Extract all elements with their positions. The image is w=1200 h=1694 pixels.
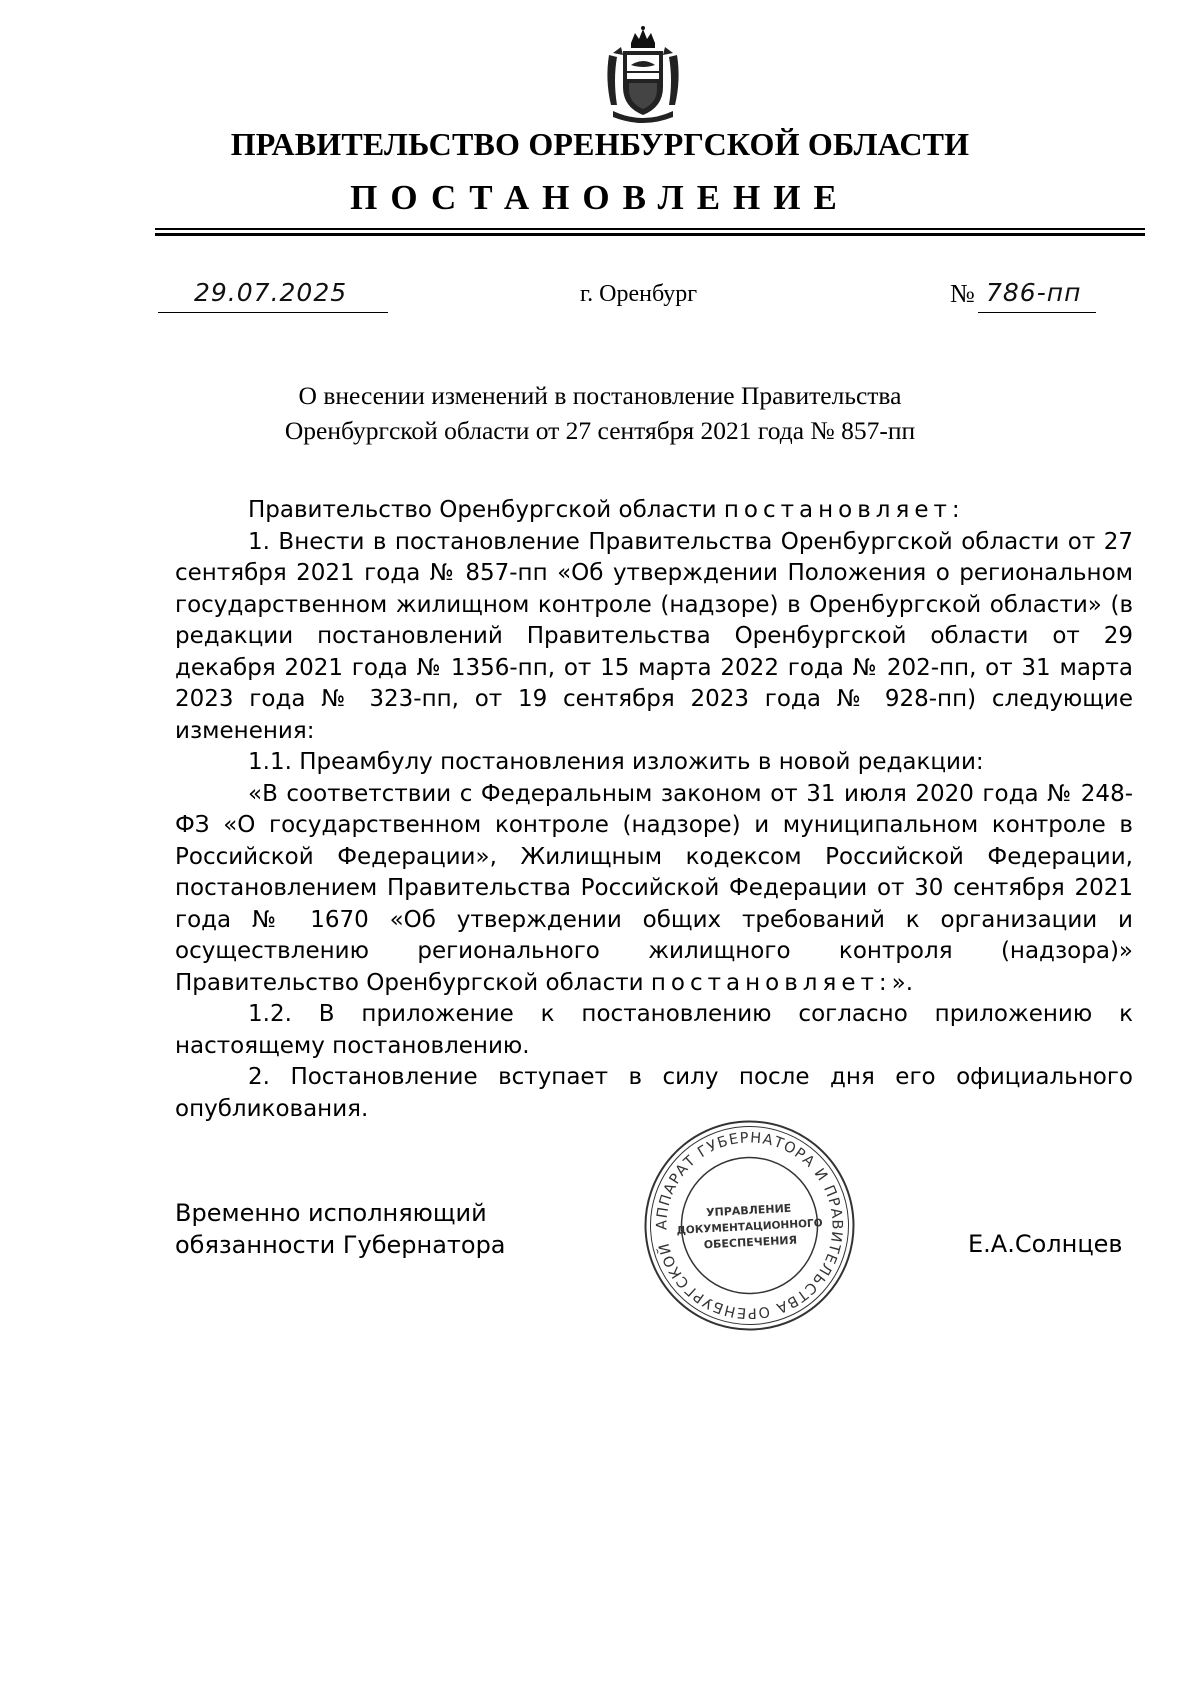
stamp-center-line-2: ДОКУМЕНТАЦИОННОГО — [676, 1217, 823, 1237]
preamble-verb: постановляет: — [723, 497, 965, 523]
stamp-center-line-1: УПРАВЛЕНИЕ — [705, 1201, 792, 1220]
organization-title: ПРАВИТЕЛЬСТВО ОРЕНБУРГСКОЙ ОБЛАСТИ — [230, 126, 970, 162]
title-line-2: Оренбургской области от 27 сентября 2021 года № 857-пп — [284, 416, 916, 445]
document-type: ПОСТАНОВЛЕНИЕ — [350, 178, 850, 217]
quoted-preamble — [175, 779, 1133, 1000]
date-field — [158, 278, 388, 313]
paragraph-1-2: 1.2. В приложение к постановлению согласно приложению к настоящему постановлению. — [175, 1001, 1133, 1059]
city: г. Оренбург — [580, 281, 698, 307]
official-stamp — [636, 1112, 857, 1333]
date-value: 29.07.2025 — [194, 278, 348, 307]
stamp-center-line-3: ОБЕСПЕЧЕНИЯ — [703, 1233, 798, 1252]
document-body — [175, 495, 1133, 1125]
preamble-text: Правительство Оренбургской области — [248, 497, 717, 523]
paragraph-2: 2. Постановление вступает в силу после дня его официального опубликования. — [175, 1064, 1133, 1122]
header-rule-thin — [155, 228, 1145, 230]
number-label: № — [950, 279, 975, 308]
title-line-1: О внесении изменений в постановление Правительства — [298, 381, 902, 410]
quote-text: «В соответствии с Федеральным законом от 31 июля 2020 года № 248-ФЗ «О государственном контроле (надзоре) и муниципальном контроле в Российской Федерации», Жилищным кодексом Российской Федерации, постановлением Правительства Российской Федерации от 30 сентября 2021 года № 1670 «Об утверждении общих требований к организации и осуществлению регионального жилищного контроля (надзора)» Правительство Оренбургской области — [175, 780, 1133, 996]
signatory-line-2: обязанности Губернатора — [175, 1230, 506, 1259]
signatory-name: Е.А.Солнцев — [968, 1230, 1123, 1258]
document-title — [0, 378, 1200, 448]
quote-end: ». — [891, 969, 914, 996]
preamble — [175, 495, 1133, 527]
paragraph-1: 1. Внести в постановление Правительства Оренбургской области от 27 сентября 2021 года № 857-пп «Об утверждении Положения о региональном государственном жилищном контроле (надзоре) в Оренбургской области» (в редакции постановлений Правительства Оренбургской области от 29 декабря 2021 года № 1356-пп, от 15 марта 2022 года № 202-пп, от 31 марта 2023 года № 323-пп, от 19 сентября 2023 года № 928-пп) следующие изменения: — [175, 528, 1133, 744]
signatory-line-1: Временно исполняющий — [175, 1199, 487, 1227]
header-rule-thick — [155, 233, 1145, 236]
paragraph-1-1: 1.1. Преамбулу постановления изложить в новой редакции: — [248, 749, 984, 775]
quote-verb: постановляет: — [650, 969, 892, 996]
number-value: 786-пп — [986, 278, 1082, 307]
signatory-position — [175, 1198, 506, 1261]
coat-of-arms-icon — [603, 25, 683, 125]
number-field — [978, 278, 1096, 313]
stamp-ring-text: АППАРАТ ГУБЕРНАТОРА И ПРАВИТЕЛЬСТВА ОРЕНБУРГСКОЙ ОБЛАСТИ — [636, 1112, 845, 1321]
